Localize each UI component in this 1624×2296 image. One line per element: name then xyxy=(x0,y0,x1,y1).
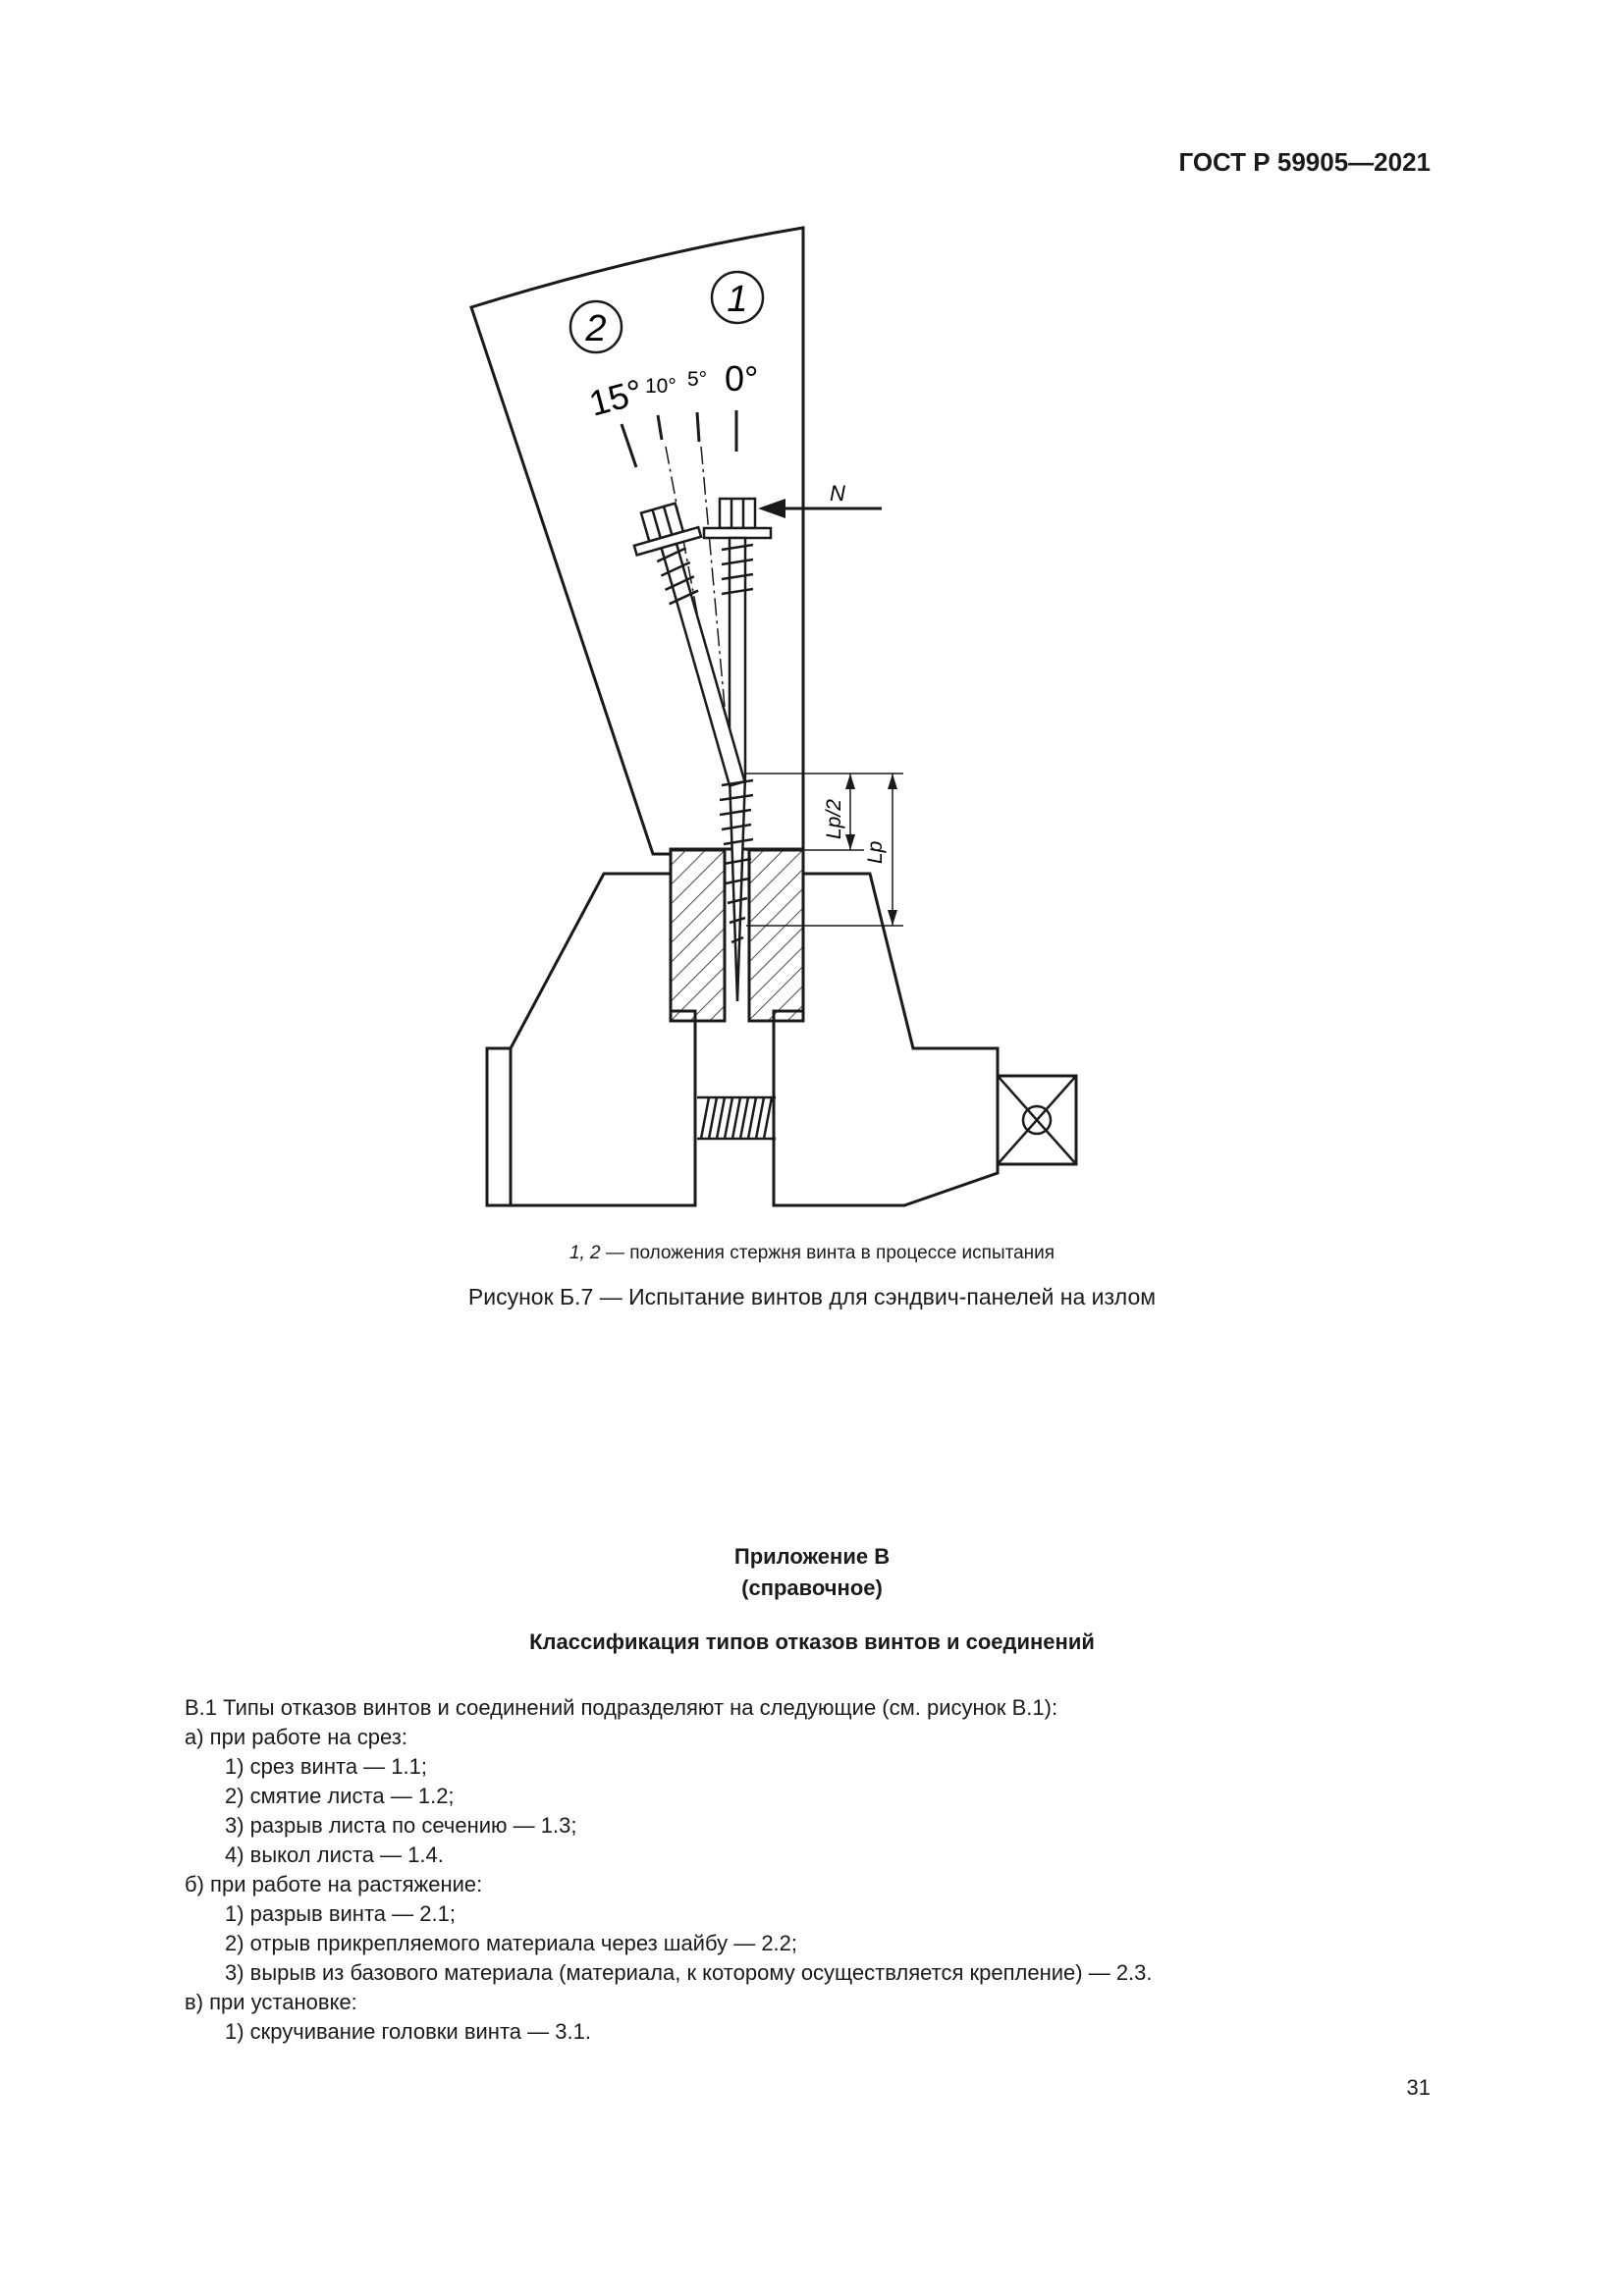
list-item: 1) разрыв винта — 2.1; xyxy=(225,1901,456,1926)
vice-jaw-left xyxy=(487,854,695,1205)
screw-position-2 xyxy=(626,499,770,792)
pendulum-sector xyxy=(471,228,803,854)
list-item: 3) разрыв листа по сечению — 1.3; xyxy=(225,1813,577,1838)
figure-caption: Рисунок Б.7 — Испытание винтов для сэндвич-панелей на излом xyxy=(467,1284,1157,1309)
figure-legend xyxy=(0,1243,1624,1264)
appendix-header xyxy=(0,1541,1624,1604)
dimension-lp-half: Lp/2 xyxy=(823,799,845,839)
list-item: 3) вырыв из базового материала (материала, к которому осуществляется крепление) — 2.3. xyxy=(225,1960,1153,1985)
list-group-label: а) при работе на срез: xyxy=(185,1725,407,1749)
list-item: 2) смятие листа — 1.2; xyxy=(225,1784,455,1808)
clamp-block-right xyxy=(749,850,803,1021)
vice-jaw-right xyxy=(774,854,998,1205)
list-group-label: в) при установке: xyxy=(185,1990,357,2014)
list-item: 4) выкол листа — 1.4. xyxy=(225,1842,444,1867)
force-label: N xyxy=(830,481,845,506)
list-group-label: б) при работе на растяжение: xyxy=(185,1872,483,1896)
angle-15-label: 15° xyxy=(584,371,647,424)
marker-1-label: 1 xyxy=(727,279,748,320)
angle-0-label: 0° xyxy=(725,358,759,399)
clamp-block-left xyxy=(671,850,725,1021)
document-id: ГОСТ Р 59905—2021 xyxy=(1178,147,1431,177)
legend-items: 1, 2 xyxy=(568,1243,601,1263)
vice-spring xyxy=(697,1097,776,1139)
page-number: 31 xyxy=(1406,2075,1431,2100)
appendix-heading: Классификация типов отказов винтов и соединений xyxy=(529,1629,1095,1654)
legend-text: — положения стержня винта в процессе испытания xyxy=(600,1243,1056,1263)
angle-5-label: 5° xyxy=(687,368,708,391)
angle-10-label: 10° xyxy=(645,375,677,398)
body-text xyxy=(185,1693,1451,2047)
list-item: 2) отрыв прикрепляемого материала через шайбу — 2.2; xyxy=(225,1931,798,1955)
dimension-lp: Lp xyxy=(864,840,887,864)
appendix-title: Приложение В xyxy=(733,1544,891,1569)
marker-2-label: 2 xyxy=(585,308,607,349)
intro-paragraph: В.1 Типы отказов винтов и соединений подразделяют на следующие (см. рисунок В.1): xyxy=(185,1695,1058,1720)
appendix-subtitle: (справочное) xyxy=(741,1575,883,1600)
list-item: 1) срез винта — 1.1; xyxy=(225,1754,427,1779)
list-item: 1) скручивание головки винта — 3.1. xyxy=(225,2019,591,2044)
